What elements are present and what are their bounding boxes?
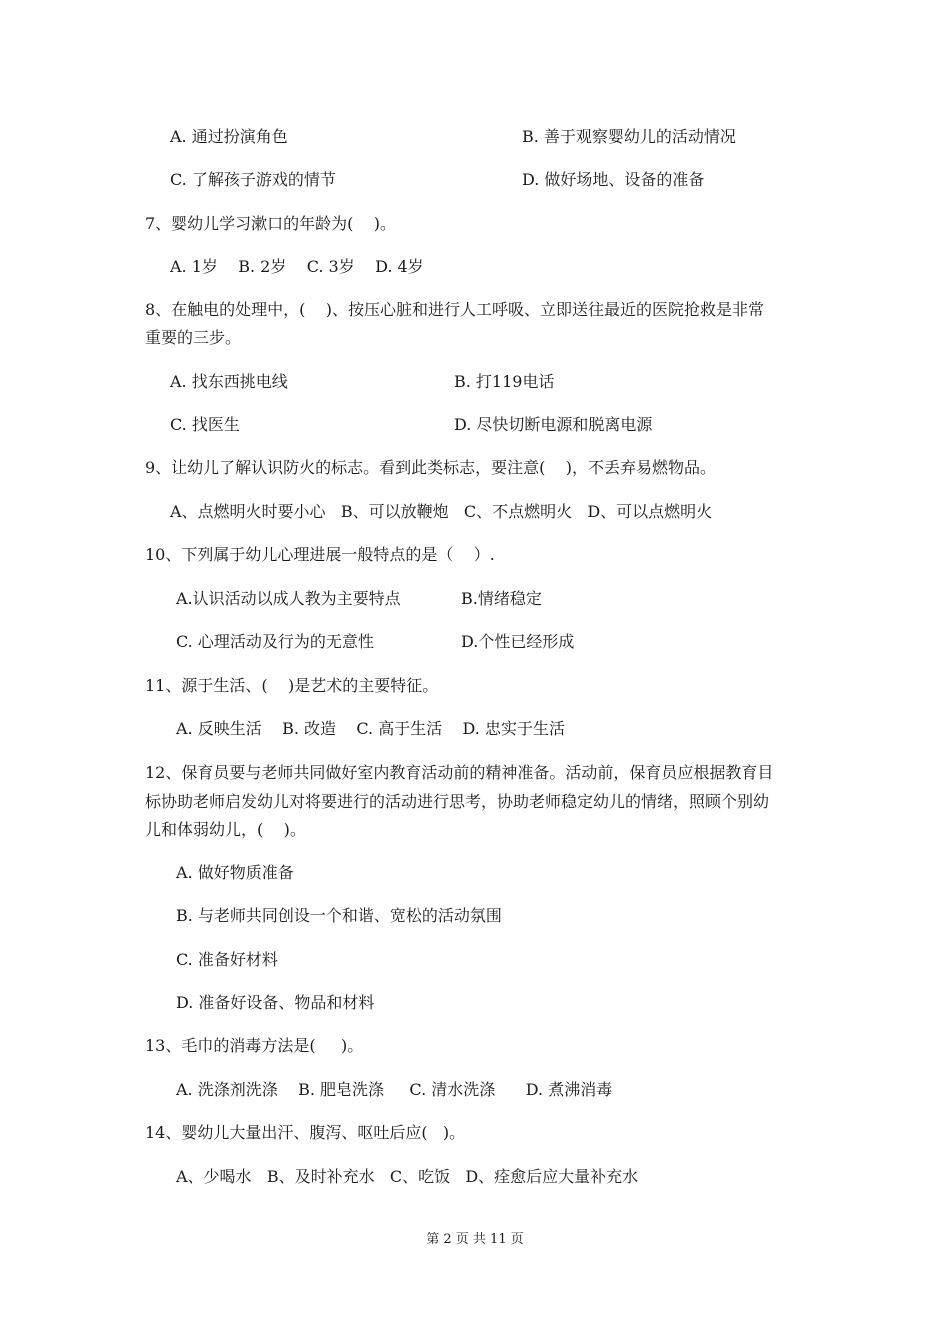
q11-stem: 11、源于生活、( )是艺术的主要特征。	[145, 676, 439, 695]
q14-options: A、少喝水 B、及时补充水 C、吃饭 D、痊愈后应大量补充水	[176, 1167, 639, 1186]
q8-stem-line2: 重要的三步。	[145, 328, 242, 347]
q12-option-a: A. 做好物质准备	[176, 863, 294, 882]
q9-stem: 9、让幼儿了解认识防火的标志。看到此类标志，要注意( )，不丢弃易燃物品。	[145, 458, 717, 477]
page-footer: 第 2 页 共 11 页	[426, 1232, 524, 1247]
q14-stem: 14、婴幼儿大量出汗、腹泻、呕吐后应( )。	[145, 1123, 466, 1142]
q10-stem: 10、下列属于幼儿心理进展一般特点的是（ ）.	[145, 545, 495, 564]
q8-option-c: C. 找医生	[170, 415, 240, 434]
q11-options: A. 反映生活 B. 改造 C. 高于生活 D. 忠实于生活	[176, 719, 565, 738]
q12-stem-line3: 儿和体弱幼儿，( )。	[145, 820, 306, 839]
q6-option-b: B. 善于观察婴幼儿的活动情况	[522, 127, 736, 146]
q13-options: A. 洗涤剂洗涤 B. 肥皂洗涤 C. 清水洗涤 D. 煮沸消毒	[176, 1080, 613, 1099]
q13-stem: 13、毛巾的消毒方法是( )。	[145, 1036, 364, 1055]
q8-option-b: B. 打119电话	[454, 372, 555, 391]
q12-option-b: B. 与老师共同创设一个和谐、宽松的活动氛围	[176, 906, 502, 925]
q6-option-c: C. 了解孩子游戏的情节	[170, 170, 336, 189]
q12-option-c: C. 准备好材料	[176, 950, 278, 969]
q8-option-d: D. 尽快切断电源和脱离电源	[454, 415, 653, 434]
q10-option-b: B.情绪稳定	[461, 589, 542, 608]
q7-stem: 7、婴幼儿学习漱口的年龄为( )。	[145, 214, 397, 233]
q7-options: A. 1岁 B. 2岁 C. 3岁 D. 4岁	[170, 257, 424, 276]
q10-option-a: A.认识活动以成人教为主要特点	[176, 589, 401, 608]
q12-option-d: D. 准备好设备、物品和材料	[176, 993, 375, 1012]
q10-option-c: C. 心理活动及行为的无意性	[176, 632, 374, 651]
q9-options: A、点燃明火时要小心 B、可以放鞭炮 C、不点燃明火 D、可以点燃明火	[170, 502, 713, 521]
q12-stem-line2: 标协助老师启发幼儿对将要进行的活动进行思考，协助老师稳定幼儿的情绪，照顾个别幼	[145, 792, 770, 811]
q6-option-d: D. 做好场地、设备的准备	[522, 170, 705, 189]
q8-stem-line1: 8、在触电的处理中，( )、按压心脏和进行人工呼吸、立即送往最近的医院抢救是非常	[145, 300, 765, 319]
q8-option-a: A. 找东西挑电线	[170, 372, 288, 391]
q10-option-d: D.个性已经形成	[461, 632, 575, 651]
q12-stem-line1: 12、保育员要与老师共同做好室内教育活动前的精神准备。活动前，保育员应根据教育目	[145, 763, 774, 782]
q6-option-a: A. 通过扮演角色	[170, 127, 288, 146]
